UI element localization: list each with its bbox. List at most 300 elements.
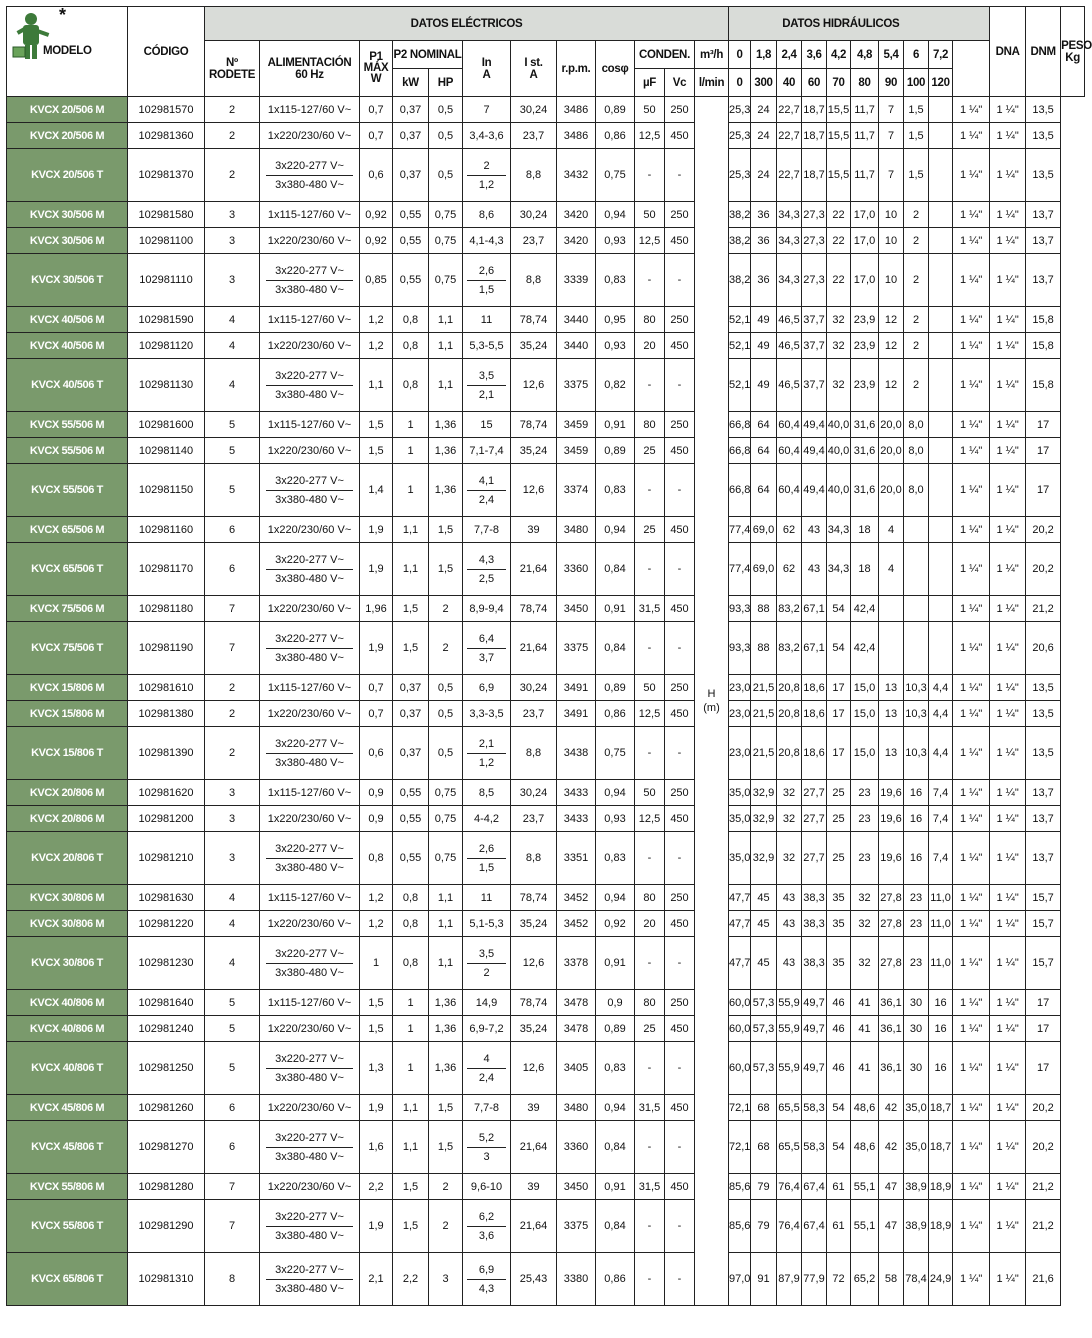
dna-cell: 1 ¼" [953,438,990,464]
head-value-0: 25,3 [729,97,751,123]
cos-cell: 0,89 [596,675,635,701]
alimentacion-220: 3x220-277 V~ [266,263,353,281]
alimentacion-380: 3x380-480 V~ [275,573,344,585]
dnm-cell: 1 ¼" [990,123,1026,149]
dnm-cell: 1 ¼" [990,1121,1026,1174]
peso-cell: 17 [1026,412,1061,438]
alimentacion-cell [260,543,360,596]
dna-cell: 1 ¼" [953,149,990,202]
rodete-label-1: Nº [226,56,238,69]
head-value-7: 35,0 [904,1121,929,1174]
dna-cell: 1 ¼" [953,464,990,517]
head-value-4: 25 [827,780,851,806]
peso-cell: 20,2 [1026,543,1061,596]
head-value-8 [929,202,953,228]
dnm-cell: 1 ¼" [990,1016,1026,1042]
dnm-cell: 1 ¼" [990,464,1026,517]
rpm-cell: 3405 [557,1042,596,1095]
alimentacion-380: 3x380-480 V~ [275,1151,344,1163]
alimentacion-cell: 1x115-127/60 V~ [260,675,360,701]
in-380: 3,7 [478,652,495,664]
modelo-cell: KVCX 55/506 T [7,464,128,517]
vc-cell: 450 [665,123,695,149]
kw-cell: 0,8 [393,359,429,412]
rodete-cell: 4 [205,911,260,937]
codigo-cell: 102981210 [128,832,205,885]
lmin-header: l/min [695,69,729,97]
modelo-cell: KVCX 45/806 M [7,1095,128,1121]
p1-cell: 1,9 [360,517,393,543]
dnm-cell: 1 ¼" [990,832,1026,885]
dna-cell: 1 ¼" [953,1253,990,1306]
head-value-2: 34,3 [777,254,802,307]
kw-cell: 0,55 [393,202,429,228]
kw-cell: 1,1 [393,517,429,543]
head-value-1: 64 [751,438,777,464]
hp-cell: 2 [429,1200,463,1253]
head-value-1: 49 [751,359,777,412]
head-value-4: 15,5 [827,149,851,202]
head-value-0: 77,4 [729,517,751,543]
alimentacion-380: 3x380-480 V~ [275,652,344,664]
head-value-2: 46,5 [777,359,802,412]
hp-cell: 1,36 [429,438,463,464]
ist-cell: 21,64 [511,1121,557,1174]
head-value-5: 23 [851,832,879,885]
modelo-cell: KVCX 75/506 M [7,596,128,622]
table-row [7,622,1085,675]
modelo-cell: KVCX 30/806 M [7,885,128,911]
head-value-6: 42 [879,1095,904,1121]
head-value-4: 54 [827,1095,851,1121]
hp-cell: 0,5 [429,97,463,123]
alimentacion-380: 3x380-480 V~ [275,494,344,506]
head-value-6: 47 [879,1200,904,1253]
rpm-cell: 3440 [557,307,596,333]
head-value-5: 15,0 [851,675,879,701]
alimentacion-cell [260,149,360,202]
dnm-cell: 1 ¼" [990,359,1026,412]
kw-cell: 0,55 [393,254,429,307]
head-value-8: 7,4 [929,806,953,832]
kw-cell: 0,37 [393,97,429,123]
flow-m3h-5: 4,8 [851,41,879,69]
head-value-6: 42 [879,1121,904,1174]
ist-cell: 39 [511,1174,557,1200]
head-value-3: 27,3 [802,202,827,228]
dnm-cell: 1 ¼" [990,937,1026,990]
rpm-cell: 3459 [557,412,596,438]
modelo-cell: KVCX 20/806 M [7,780,128,806]
flow-lmin-7: 100 [904,69,929,97]
table-row [7,149,1085,202]
kw-cell: 1 [393,1042,429,1095]
p1-cell: 1,1 [360,359,393,412]
alimentacion-label-1: ALIMENTACIÓN [267,56,352,69]
hp-cell: 0,5 [429,675,463,701]
vc-cell: 250 [665,97,695,123]
alimentacion-cell: 1x220/230/60 V~ [260,1095,360,1121]
cos-cell: 0,91 [596,412,635,438]
head-value-4: 40,0 [827,464,851,517]
rodete-cell: 2 [205,97,260,123]
uf-cell: 12,5 [635,228,665,254]
head-value-4: 40,0 [827,438,851,464]
hp-cell: 1,5 [429,1121,463,1174]
in-220: 4 [467,1051,506,1069]
p1-cell: 0,92 [360,202,393,228]
in-cell: 3,4-3,6 [463,123,511,149]
ist-cell: 23,7 [511,228,557,254]
uf-cell: 80 [635,307,665,333]
uf-cell: 12,5 [635,806,665,832]
vc-cell: 450 [665,911,695,937]
modelo-cell: KVCX 55/806 M [7,1174,128,1200]
alimentacion-220: 3x220-277 V~ [266,946,353,964]
head-value-7: 1,5 [904,149,929,202]
head-value-8 [929,412,953,438]
head-value-6: 13 [879,675,904,701]
rodete-cell: 6 [205,517,260,543]
vc-cell: - [665,543,695,596]
ist-cell: 8,8 [511,254,557,307]
head-value-6 [879,596,904,622]
table-row [7,596,1085,622]
head-value-3: 38,3 [802,885,827,911]
codigo-cell: 102981620 [128,780,205,806]
head-value-2: 76,4 [777,1200,802,1253]
table-row [7,543,1085,596]
in-cell: 7,1-7,4 [463,438,511,464]
head-value-5: 18 [851,543,879,596]
kw-cell: 1,1 [393,1121,429,1174]
head-value-4: 61 [827,1200,851,1253]
hp-cell: 1,1 [429,937,463,990]
vc-cell: 450 [665,1095,695,1121]
codigo-cell: 102981590 [128,307,205,333]
table-row [7,832,1085,885]
vc-cell: 250 [665,307,695,333]
uf-cell: 25 [635,438,665,464]
table-row [7,517,1085,543]
codigo-cell: 102981260 [128,1095,205,1121]
head-value-3: 18,6 [802,727,827,780]
dnm-cell: 1 ¼" [990,254,1026,307]
uf-cell: - [635,622,665,675]
alimentacion-220: 3x220-277 V~ [266,631,353,649]
alimentacion-cell [260,254,360,307]
in-cell: 5,1-5,3 [463,911,511,937]
in-cell [463,1200,511,1253]
dna-cell: 1 ¼" [953,517,990,543]
rpm-cell: 3380 [557,1253,596,1306]
kw-cell: 1 [393,438,429,464]
alimentacion-380: 3x380-480 V~ [275,389,344,401]
head-value-0: 60,0 [729,990,751,1016]
head-value-2: 65,5 [777,1095,802,1121]
head-value-1: 32,9 [751,806,777,832]
ist-cell: 25,43 [511,1253,557,1306]
cos-cell: 0,89 [596,97,635,123]
head-value-0: 85,6 [729,1174,751,1200]
modelo-cell: KVCX 55/506 M [7,412,128,438]
ist-cell: 12,6 [511,359,557,412]
head-value-3: 18,6 [802,701,827,727]
in-220: 3,5 [467,368,506,386]
modelo-cell: KVCX 30/806 T [7,937,128,990]
vc-cell: - [665,1121,695,1174]
head-value-4: 46 [827,1016,851,1042]
head-value-8: 4,4 [929,675,953,701]
peso-cell: 13,7 [1026,254,1061,307]
head-value-7: 8,0 [904,438,929,464]
in-label-2: A [482,68,491,81]
vc-cell: - [665,359,695,412]
kw-cell: 0,8 [393,885,429,911]
rpm-cell: 3452 [557,911,596,937]
cos-cell: 0,94 [596,780,635,806]
head-value-2: 46,5 [777,333,802,359]
peso-cell: 17 [1026,1016,1061,1042]
rpm-cell: 3486 [557,97,596,123]
head-value-8 [929,149,953,202]
dna-cell: 1 ¼" [953,1016,990,1042]
hp-cell: 0,5 [429,701,463,727]
alimentacion-cell [260,359,360,412]
head-value-7: 30 [904,1042,929,1095]
modelo-cell: KVCX 15/806 T [7,727,128,780]
in-cell: 7 [463,97,511,123]
rpm-header: r.p.m. [557,41,596,97]
p1-cell: 1,2 [360,307,393,333]
rodete-cell: 6 [205,1095,260,1121]
in-cell [463,359,511,412]
head-value-2: 60,4 [777,438,802,464]
head-column-label [695,97,729,1306]
head-value-8 [929,307,953,333]
hp-cell: 1,5 [429,543,463,596]
dnm-cell: 1 ¼" [990,1200,1026,1253]
kw-cell: 0,37 [393,727,429,780]
in-cell: 8,5 [463,780,511,806]
head-value-4: 35 [827,885,851,911]
head-value-2: 55,9 [777,1016,802,1042]
modelo-header [7,7,128,97]
rpm-cell: 3486 [557,123,596,149]
head-value-4: 32 [827,333,851,359]
ist-cell: 21,64 [511,622,557,675]
peso-cell: 13,5 [1026,123,1061,149]
cos-cell: 0,82 [596,359,635,412]
head-value-2: 22,7 [777,97,802,123]
cos-cell: 0,95 [596,307,635,333]
kw-cell: 1 [393,412,429,438]
uf-cell: 50 [635,780,665,806]
flow-lmin-4: 70 [827,69,851,97]
head-value-5: 32 [851,937,879,990]
uf-header: µF [635,69,665,97]
head-value-5: 31,6 [851,464,879,517]
in-cell [463,543,511,596]
flow-m3h-6: 5,4 [879,41,904,69]
peso-cell: 15,7 [1026,937,1061,990]
head-value-4: 61 [827,1174,851,1200]
alimentacion-380: 3x380-480 V~ [275,1230,344,1242]
modelo-cell: KVCX 55/806 T [7,1200,128,1253]
dnm-cell: 1 ¼" [990,412,1026,438]
uf-cell: 31,5 [635,1095,665,1121]
dnm-cell: 1 ¼" [990,1253,1026,1306]
ist-cell: 78,74 [511,990,557,1016]
dnm-cell: 1 ¼" [990,806,1026,832]
head-value-6: 7 [879,123,904,149]
head-value-8: 16 [929,990,953,1016]
ist-cell: 35,24 [511,1016,557,1042]
modelo-cell: KVCX 20/806 T [7,832,128,885]
head-value-8: 24,9 [929,1253,953,1306]
uf-cell: 50 [635,202,665,228]
rodete-cell: 4 [205,885,260,911]
codigo-cell: 102981130 [128,359,205,412]
head-value-7 [904,543,929,596]
peso-cell: 17 [1026,438,1061,464]
hp-cell: 1,36 [429,1042,463,1095]
in-cell: 14,9 [463,990,511,1016]
peso-label: PESO [1061,39,1092,52]
modelo-cell: KVCX 40/806 M [7,1016,128,1042]
vc-cell: 250 [665,885,695,911]
kw-cell: 0,55 [393,806,429,832]
head-value-6: 10 [879,202,904,228]
head-value-1: 32,9 [751,780,777,806]
head-value-2: 32 [777,780,802,806]
p1-cell: 1,9 [360,1095,393,1121]
flow-lmin-5: 80 [851,69,879,97]
head-value-1: 88 [751,622,777,675]
head-value-3: 38,3 [802,911,827,937]
uf-cell: 31,5 [635,596,665,622]
vc-cell: - [665,149,695,202]
rpm-cell: 3478 [557,1016,596,1042]
uf-cell: - [635,1200,665,1253]
dna-cell: 1 ¼" [953,780,990,806]
p1-cell: 1,2 [360,885,393,911]
head-value-3: 43 [802,517,827,543]
kw-cell: 1,5 [393,1174,429,1200]
head-value-1: 36 [751,202,777,228]
table-row [7,97,1085,123]
uf-cell: - [635,1253,665,1306]
head-value-8: 11,0 [929,911,953,937]
head-value-7: 23 [904,911,929,937]
p1-cell: 1,5 [360,438,393,464]
alimentacion-220: 3x220-277 V~ [266,736,353,754]
flow-lmin-1: 300 [751,69,777,97]
in-cell [463,1042,511,1095]
ist-cell: 78,74 [511,596,557,622]
head-value-8 [929,464,953,517]
dnm-cell: 1 ¼" [990,727,1026,780]
head-value-0: 35,0 [729,806,751,832]
hp-cell: 0,5 [429,123,463,149]
vc-cell: 250 [665,990,695,1016]
codigo-cell: 102981640 [128,990,205,1016]
modelo-cell: KVCX 75/506 T [7,622,128,675]
head-value-0: 25,3 [729,149,751,202]
cos-cell: 0,83 [596,1042,635,1095]
alimentacion-cell: 1x115-127/60 V~ [260,202,360,228]
head-value-1: 64 [751,412,777,438]
vc-header: Vc [665,69,695,97]
modelo-cell: KVCX 30/506 M [7,228,128,254]
table-row [7,123,1085,149]
head-value-7 [904,596,929,622]
vc-cell: 450 [665,701,695,727]
alimentacion-cell: 1x115-127/60 V~ [260,97,360,123]
in-380: 2,4 [478,1072,495,1084]
dna-cell: 1 ¼" [953,1095,990,1121]
hp-cell: 0,75 [429,228,463,254]
peso-cell: 17 [1026,464,1061,517]
head-value-2: 76,4 [777,1174,802,1200]
cos-cell: 0,89 [596,1016,635,1042]
head-value-7: 16 [904,832,929,885]
flow-m3h-2: 2,4 [777,41,802,69]
head-value-5: 17,0 [851,254,879,307]
uf-cell: - [635,359,665,412]
uf-cell: 31,5 [635,1174,665,1200]
dnm-cell: 1 ¼" [990,596,1026,622]
head-value-0: 35,0 [729,780,751,806]
head-value-4: 46 [827,1042,851,1095]
hp-cell: 1,36 [429,990,463,1016]
rodete-cell: 3 [205,254,260,307]
head-value-6: 58 [879,1253,904,1306]
codigo-cell: 102981570 [128,97,205,123]
head-value-8: 4,4 [929,701,953,727]
codigo-cell: 102981240 [128,1016,205,1042]
table-row [7,701,1085,727]
hp-cell: 0,75 [429,254,463,307]
peso-cell: 13,7 [1026,780,1061,806]
alimentacion-cell: 1x220/230/60 V~ [260,517,360,543]
kw-cell: 1,1 [393,1095,429,1121]
head-value-3: 58,3 [802,1121,827,1174]
datos-hidraulicos-header-ext [953,7,990,41]
modelo-cell: KVCX 30/806 M [7,911,128,937]
head-value-0: 38,2 [729,202,751,228]
p1-cell: 1,96 [360,596,393,622]
head-value-7: 30 [904,990,929,1016]
hp-cell: 2 [429,622,463,675]
head-value-6: 20,0 [879,464,904,517]
modelo-cell: KVCX 30/506 M [7,202,128,228]
head-value-5: 55,1 [851,1200,879,1253]
p1-cell: 0,9 [360,780,393,806]
head-value-3: 49,7 [802,1042,827,1095]
kw-cell: 0,55 [393,832,429,885]
uf-cell: 20 [635,911,665,937]
peso-cell: 21,2 [1026,596,1061,622]
cos-cell: 0,9 [596,990,635,1016]
head-value-8 [929,97,953,123]
alimentacion-cell: 1x220/230/60 V~ [260,123,360,149]
dna-cell: 1 ¼" [953,359,990,412]
dna-cell: 1 ¼" [953,1121,990,1174]
head-value-0: 23,0 [729,701,751,727]
peso-cell: 13,7 [1026,202,1061,228]
dna-cell: 1 ¼" [953,937,990,990]
